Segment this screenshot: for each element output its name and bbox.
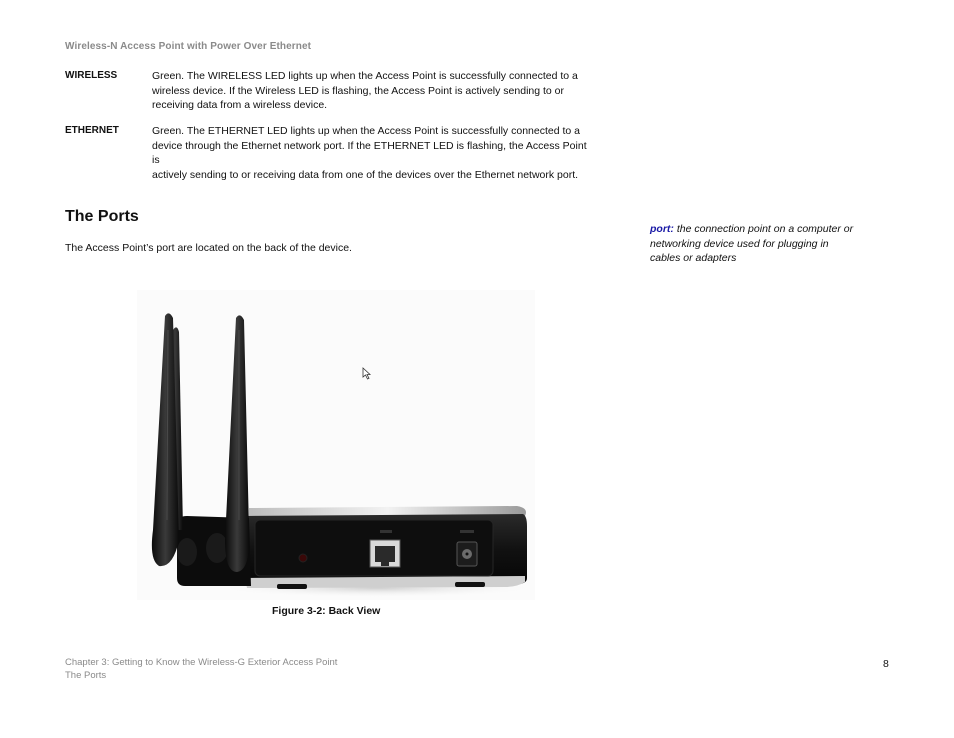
figure-back-view: [137, 290, 535, 600]
definition-line: device through the Ethernet network port. If the ETHERNET LED is flashing, the Access Point is: [152, 139, 587, 166]
page-number: 8: [883, 658, 889, 670]
glossary-term: port:: [650, 223, 674, 235]
definition-description: [152, 124, 592, 182]
footer-chapter: Chapter 3: Getting to Know the Wireless-G Exterior Access Point: [65, 657, 338, 668]
glossary-line: the connection point on a computer or: [673, 223, 854, 235]
glossary-note: [650, 222, 865, 266]
figure-caption: Figure 3-2: Back View: [272, 605, 381, 617]
definition-description: [152, 69, 592, 113]
definition-line: receiving data from a wireless device.: [152, 99, 328, 111]
access-point-device-illustration: [137, 290, 535, 600]
section-title: The Ports: [65, 208, 139, 225]
definition-line: Green. The WIRELESS LED lights up when the Access Point is successfully connected to a: [152, 70, 578, 82]
footer-section: The Ports: [65, 669, 107, 681]
section-body: The Access Point’s port are located on the back of the device.: [65, 242, 352, 254]
running-header: Wireless-N Access Point with Power Over Ethernet: [65, 41, 312, 52]
definition-line: Green. The ETHERNET LED lights up when the Access Point is successfully connected to a: [152, 125, 580, 137]
glossary-line: cables or adapters: [650, 252, 737, 264]
definition-term: ETHERNET: [65, 125, 119, 136]
definition-line: actively sending to or receiving data from one of the devices over the Ethernet network port.: [152, 168, 579, 181]
definition-line: wireless device. If the Wireless LED is flashing, the Access Point is actively sending to or: [152, 84, 565, 97]
definition-term: WIRELESS: [65, 70, 118, 81]
glossary-line: networking device used for plugging in: [650, 237, 829, 250]
page-footer: [65, 657, 337, 682]
